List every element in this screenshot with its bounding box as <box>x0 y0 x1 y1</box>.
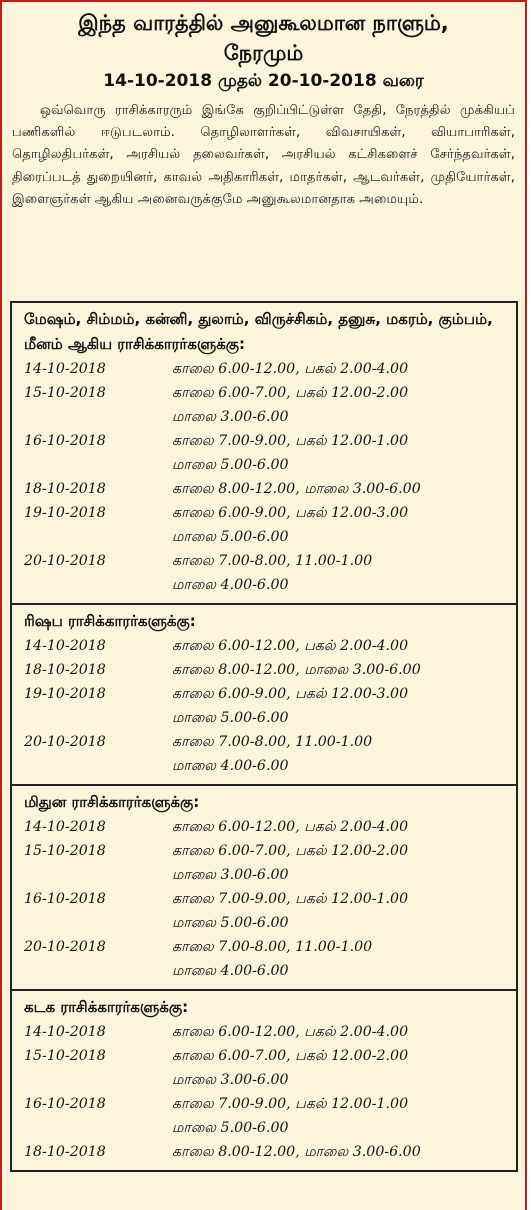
schedule-row <box>12 477 516 501</box>
time-line: மாலை 5.00-6.00 <box>172 1120 289 1136</box>
schedule-times <box>172 477 516 501</box>
schedule-row <box>12 1020 516 1044</box>
schedule-row <box>12 1044 516 1092</box>
schedule-times <box>172 935 516 983</box>
schedule-row <box>12 682 516 730</box>
time-line: மாலை 4.00-6.00 <box>172 758 289 774</box>
time-line: மாலை 3.00-6.00 <box>172 1072 289 1088</box>
time-line: காலை 8.00-12.00, மாலை 3.00-6.00 <box>172 662 421 678</box>
schedule-date: 14-10-2018 <box>24 638 106 654</box>
schedule-row <box>12 730 516 778</box>
schedule-times <box>172 381 516 429</box>
time-line: காலை 6.00-7.00, பகல் 12.00-2.00 <box>172 385 409 401</box>
schedule-date: 20-10-2018 <box>24 939 106 955</box>
schedule-date: 16-10-2018 <box>24 891 106 907</box>
rasi-section <box>12 786 516 991</box>
schedule-date: 19-10-2018 <box>24 505 106 521</box>
time-line: காலை 7.00-8.00, 11.00-1.00 <box>172 734 373 750</box>
time-line: மாலை 4.00-6.00 <box>172 963 289 979</box>
schedule-times <box>172 658 516 682</box>
schedule-row <box>12 815 516 839</box>
schedule-row <box>12 658 516 682</box>
schedule-times <box>172 887 516 935</box>
time-line: மாலை 4.00-6.00 <box>172 577 289 593</box>
intro-paragraph <box>12 100 515 211</box>
schedule-times <box>172 634 516 658</box>
schedule-times <box>172 839 516 887</box>
schedule-date: 18-10-2018 <box>24 662 106 678</box>
schedule-row <box>12 839 516 887</box>
section-heading: மிதுன ராசிக்காரர்களுக்கு: <box>24 793 200 811</box>
section-heading: கடக ராசிக்காரர்களுக்கு: <box>24 998 189 1016</box>
rasi-section <box>12 303 516 605</box>
schedule-times <box>172 429 516 477</box>
time-line: மாலை 5.00-6.00 <box>172 710 289 726</box>
time-line: காலை 6.00-12.00, பகல் 2.00-4.00 <box>172 819 409 835</box>
schedule-date: 15-10-2018 <box>24 843 106 859</box>
time-line: காலை 7.00-9.00, பகல் 12.00-1.00 <box>172 1096 409 1112</box>
time-line: காலை 6.00-7.00, பகல் 12.00-2.00 <box>172 1048 409 1064</box>
schedule-times <box>172 549 516 597</box>
schedule-times <box>172 501 516 549</box>
schedule-row <box>12 887 516 935</box>
schedule-row <box>12 1092 516 1140</box>
schedule-row <box>12 381 516 429</box>
time-line: காலை 6.00-12.00, பகல் 2.00-4.00 <box>172 1024 409 1040</box>
schedule-date: 20-10-2018 <box>24 734 106 750</box>
time-line: மாலை 5.00-6.00 <box>172 529 289 545</box>
schedule-date: 15-10-2018 <box>24 385 106 401</box>
schedule-row <box>12 1140 516 1164</box>
schedule-date: 14-10-2018 <box>24 819 106 835</box>
title-line-1: இந்த வாரத்தில் அனுகூலமான நாளும், <box>78 11 449 35</box>
schedule-times <box>172 1020 516 1044</box>
time-line: காலை 6.00-12.00, பகல் 2.00-4.00 <box>172 361 409 377</box>
schedule-date: 19-10-2018 <box>24 686 106 702</box>
time-line: காலை 7.00-8.00, 11.00-1.00 <box>172 939 373 955</box>
schedule-date: 16-10-2018 <box>24 1096 106 1112</box>
schedule-row <box>12 549 516 597</box>
time-line: காலை 8.00-12.00, மாலை 3.00-6.00 <box>172 481 421 497</box>
schedule-times <box>172 1140 516 1164</box>
section-heading: ரிஷப ராசிக்காரர்களுக்கு: <box>24 612 196 630</box>
schedule-times <box>172 1092 516 1140</box>
schedule-date: 18-10-2018 <box>24 481 106 497</box>
time-line: மாலை 5.00-6.00 <box>172 457 289 473</box>
intro-text: ஒவ்வொரு ராசிக்காரரும் இங்கே குறிப்பிட்டுள்ள தேதி, நேரத்தில் முக்கியப் பணிகளில் ஈடுபடலாம். தொழிலாளர்கள், விவசாயிகள், வியாபாரிகள், தொழிலதிபர்கள், அரசியல் தலைவர்கள், அரசியல் கட்சிகளைச் சேர்ந்தவர்கள், திரைப்படத் துறையினர், காவல் அதிகாரிகள், மாதர்கள், ஆடவர்கள், முதியோர்கள், இளைஞர்கள் ஆகிய அனைவருக்குமே அனுகூலமானதாக அமையும். <box>12 103 515 207</box>
schedule-date: 14-10-2018 <box>24 1024 106 1040</box>
schedule-date: 20-10-2018 <box>24 553 106 569</box>
time-line: காலை 6.00-7.00, பகல் 12.00-2.00 <box>172 843 409 859</box>
schedule-date: 14-10-2018 <box>24 361 106 377</box>
time-line: காலை 7.00-8.00, 11.00-1.00 <box>172 553 373 569</box>
schedule-times <box>172 357 516 381</box>
section-heading: மேஷம், சிம்மம், கன்னி, துலாம், விருச்சிகம், தனுசு, மகரம், கும்பம், மீனம் ஆகிய ராசிக்காரர்களுக்கு: <box>24 310 493 353</box>
schedule-row <box>12 634 516 658</box>
schedule-times <box>172 815 516 839</box>
schedule-row <box>12 501 516 549</box>
schedule-date: 15-10-2018 <box>24 1048 106 1064</box>
date-range: 14-10-2018 முதல் 20-10-2018 வரை <box>103 71 424 91</box>
rasi-section <box>12 605 516 786</box>
time-line: காலை 7.00-9.00, பகல் 12.00-1.00 <box>172 891 409 907</box>
schedule-times <box>172 1044 516 1092</box>
page-title <box>2 2 525 68</box>
schedule-date: 18-10-2018 <box>24 1144 106 1160</box>
schedule-row <box>12 429 516 477</box>
time-line: காலை 6.00-9.00, பகல் 12.00-3.00 <box>172 505 409 521</box>
schedule-date: 16-10-2018 <box>24 433 106 449</box>
time-line: காலை 6.00-9.00, பகல் 12.00-3.00 <box>172 686 409 702</box>
schedule-times <box>172 730 516 778</box>
time-line: மாலை 5.00-6.00 <box>172 915 289 931</box>
time-line: காலை 6.00-12.00, பகல் 2.00-4.00 <box>172 638 409 654</box>
schedule-box <box>10 301 518 1172</box>
title-line-2: நேரமும் <box>223 41 304 65</box>
schedule-row <box>12 935 516 983</box>
time-line: காலை 8.00-12.00, மாலை 3.00-6.00 <box>172 1144 421 1160</box>
schedule-row <box>12 357 516 381</box>
time-line: காலை 7.00-9.00, பகல் 12.00-1.00 <box>172 433 409 449</box>
time-line: மாலை 3.00-6.00 <box>172 867 289 883</box>
time-line: மாலை 3.00-6.00 <box>172 409 289 425</box>
rasi-section <box>12 991 516 1170</box>
schedule-times <box>172 682 516 730</box>
